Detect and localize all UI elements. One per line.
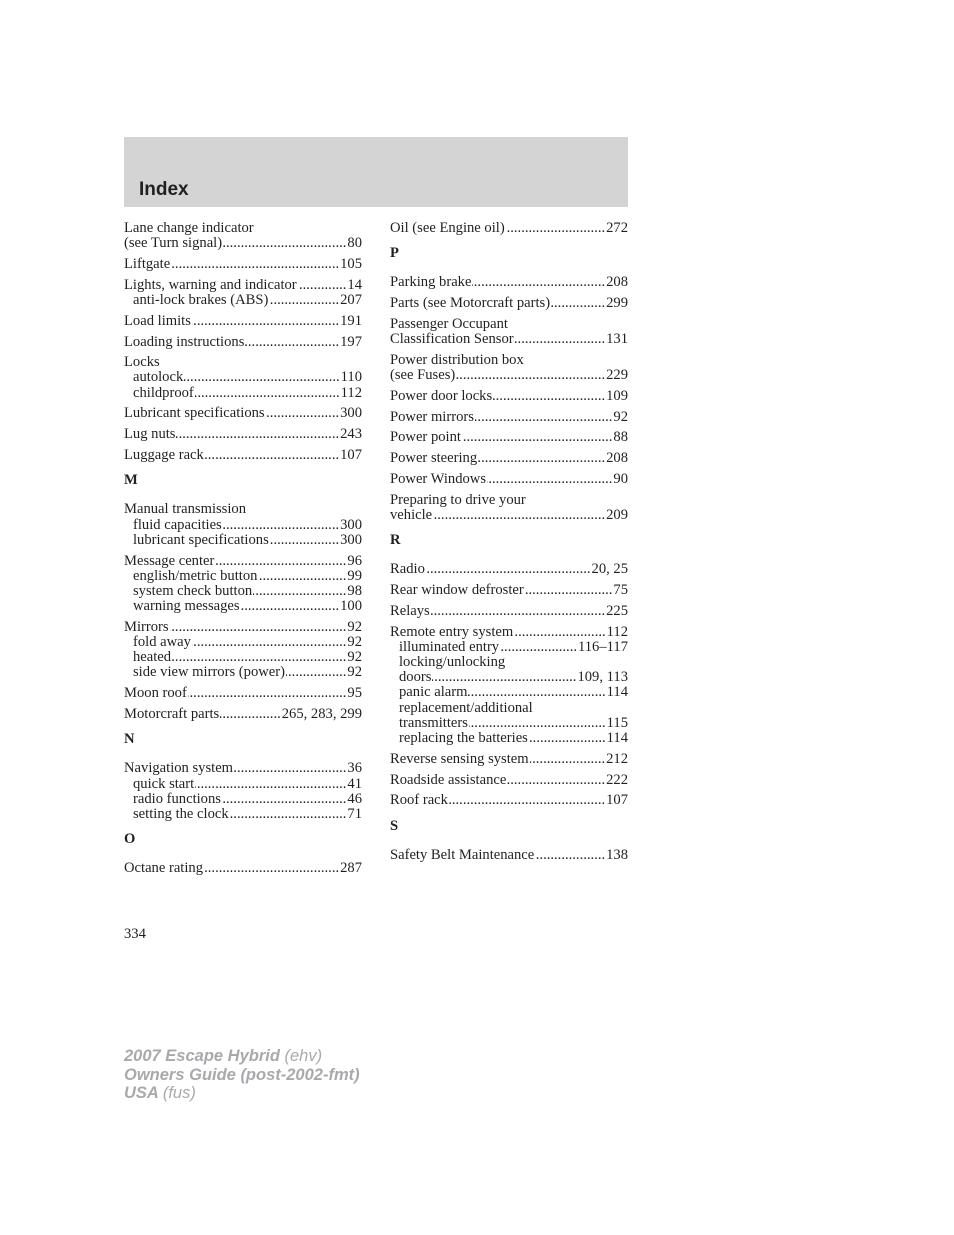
dot-leader <box>241 599 340 614</box>
entry-text: Classification Sensor <box>390 331 514 348</box>
dot-leader <box>192 635 346 650</box>
entry-page-ref[interactable]: 92 <box>347 664 362 681</box>
entry-page-ref[interactable]: 114 <box>606 730 628 747</box>
dot-leader <box>192 314 339 329</box>
index-heading-line <box>124 355 362 370</box>
entry-page-ref[interactable]: 300 <box>340 516 362 533</box>
dot-leader <box>462 430 612 445</box>
entry-text: quick start <box>133 775 195 792</box>
index-entry <box>390 410 628 425</box>
index-heading-line <box>124 335 362 350</box>
entry-page-ref[interactable]: 131 <box>606 331 628 348</box>
index-subentry <box>124 293 362 308</box>
index-heading-line <box>124 427 362 442</box>
entry-page-ref[interactable]: 92 <box>613 408 628 425</box>
entry-page-ref[interactable]: 229 <box>606 367 628 384</box>
index-entry <box>390 221 628 236</box>
dot-leader <box>298 278 347 293</box>
entry-text: panic alarm <box>399 684 468 701</box>
index-entry <box>124 554 362 615</box>
entry-page-ref[interactable]: 99 <box>347 567 362 584</box>
index-entry <box>390 583 628 598</box>
entry-text: Lights, warning and indicator <box>124 276 297 293</box>
entry-text: Remote entry system <box>390 623 514 640</box>
index-subentry <box>124 533 362 548</box>
entry-text: Passenger Occupant <box>390 315 508 332</box>
index-entry <box>390 793 628 808</box>
index-entry <box>124 221 362 251</box>
index-heading-line <box>390 625 628 640</box>
dot-leader <box>223 518 339 533</box>
index-entry <box>124 257 362 272</box>
entry-text: Safety Belt Maintenance <box>390 846 535 863</box>
entry-text: Mirrors <box>124 618 169 635</box>
dot-leader <box>493 389 605 404</box>
entry-text: system check button <box>133 582 253 599</box>
entry-page-ref[interactable]: 90 <box>613 471 628 488</box>
entry-text: (see Fuses) <box>390 367 456 384</box>
entry-text: Oil (see Engine oil) <box>390 220 505 236</box>
index-entry <box>124 314 362 329</box>
index-subentry <box>124 518 362 533</box>
footer-line-1 <box>124 1047 360 1066</box>
entry-page-ref[interactable]: 41 <box>347 775 362 792</box>
index-heading-line <box>390 410 628 425</box>
entry-text: Power distribution box <box>390 351 524 368</box>
dot-leader <box>472 275 605 290</box>
entry-page-ref[interactable]: 46 <box>347 790 362 807</box>
entry-page-ref[interactable]: 112 <box>606 623 628 640</box>
dot-leader <box>230 807 347 822</box>
entry-page-ref[interactable]: 191 <box>340 312 362 329</box>
entry-page-ref[interactable]: 92 <box>347 634 362 651</box>
entry-text: locking/unlocking <box>399 654 506 671</box>
entry-text: Octane rating <box>124 860 204 877</box>
entry-page-ref[interactable]: 14 <box>347 276 362 293</box>
index-subentry <box>124 599 362 614</box>
index-heading-line <box>124 278 362 293</box>
entry-text: Power steering <box>390 450 478 467</box>
entry-text: fold away <box>133 634 191 651</box>
index-entry <box>390 773 628 788</box>
entry-page-ref[interactable]: 225 <box>606 602 628 619</box>
entry-page-ref[interactable]: 197 <box>340 333 362 350</box>
entry-page-ref[interactable]: 300 <box>340 531 362 548</box>
index-heading-line <box>390 604 628 619</box>
entry-text: Luggage rack <box>124 447 204 463</box>
index-entry <box>390 625 628 747</box>
dot-leader <box>245 335 339 350</box>
index-entry <box>390 389 628 404</box>
entry-text: Message center <box>124 552 215 569</box>
index-heading-line <box>390 317 628 332</box>
index-heading-line <box>390 430 628 445</box>
dot-leader <box>551 296 605 311</box>
footer-model-code: (ehv) <box>284 1047 323 1065</box>
document-footer <box>124 1047 360 1103</box>
index-heading-line <box>124 314 362 329</box>
dot-leader <box>432 670 576 685</box>
dot-leader <box>449 793 605 808</box>
index-heading-line <box>124 861 362 876</box>
index-entry <box>390 430 628 445</box>
entry-page-ref[interactable]: 138 <box>606 846 628 863</box>
dot-leader <box>195 777 346 792</box>
dot-leader <box>535 848 605 863</box>
index-heading-line <box>124 761 362 776</box>
dot-leader <box>258 569 346 584</box>
index-heading-line <box>390 493 628 508</box>
footer-line-3 <box>124 1084 360 1103</box>
entry-page-ref[interactable]: 222 <box>606 771 628 788</box>
dot-leader <box>525 583 613 598</box>
dot-leader <box>223 236 346 251</box>
dot-leader <box>195 386 340 401</box>
index-subentry <box>390 716 628 731</box>
index-entry <box>390 317 628 347</box>
index-subentry <box>390 685 628 700</box>
section-letter: R <box>390 532 401 549</box>
index-column-left <box>124 221 362 882</box>
entry-text: transmitters <box>399 714 468 731</box>
entry-page-ref[interactable]: 115 <box>606 714 628 731</box>
index-entry <box>124 448 362 463</box>
entry-text: radio functions <box>133 790 221 807</box>
entry-text: Power door locks <box>390 387 493 404</box>
dot-leader <box>475 410 613 425</box>
index-entry <box>124 761 362 822</box>
footer-line-2 <box>124 1066 360 1085</box>
index-entry <box>124 686 362 701</box>
index-heading-line <box>124 221 362 236</box>
index-heading-line <box>390 583 628 598</box>
entry-page-ref[interactable]: 71 <box>347 805 362 822</box>
index-entry <box>390 493 628 523</box>
entry-page-ref[interactable]: 88 <box>613 429 628 446</box>
entry-page-ref[interactable]: 112 <box>340 384 362 401</box>
entry-text: Navigation system <box>124 760 234 777</box>
entry-text: Parking brake <box>390 274 472 291</box>
dot-leader <box>529 731 606 746</box>
footer-guide: Owners Guide (post-2002-fmt) <box>124 1065 360 1084</box>
dot-leader <box>222 792 346 807</box>
index-heading-line <box>390 562 628 577</box>
dot-leader <box>478 451 605 466</box>
entry-page-ref[interactable]: 208 <box>606 450 628 467</box>
dot-leader <box>170 620 347 635</box>
section-letter: M <box>124 472 138 489</box>
dot-leader <box>530 752 605 767</box>
entry-text: Lubricant specifications <box>124 405 265 422</box>
footer-market-code: (fus) <box>162 1084 196 1102</box>
entry-text: Roadside assistance <box>390 771 507 788</box>
dot-leader <box>184 370 339 385</box>
index-entry <box>124 427 362 442</box>
entry-text: (see Turn signal) <box>124 235 223 252</box>
index-entry <box>390 275 628 290</box>
index-entry <box>390 604 628 619</box>
entry-page-ref[interactable]: 209 <box>606 506 628 523</box>
index-heading-line <box>124 502 362 517</box>
index-entry <box>124 620 362 681</box>
index-heading-line <box>390 296 628 311</box>
index-subentry <box>390 655 628 670</box>
entry-text: anti-lock brakes (ABS) <box>133 291 269 308</box>
entry-text: Manual transmission <box>124 501 247 518</box>
entry-text: fluid capacities <box>133 516 222 533</box>
entry-page-ref[interactable]: 109, 113 <box>577 669 628 686</box>
dot-leader <box>253 584 346 599</box>
index-heading-line <box>124 686 362 701</box>
index-subentry <box>390 731 628 746</box>
entry-page-ref[interactable]: 98 <box>347 582 362 599</box>
index-heading-line <box>390 508 628 523</box>
entry-page-ref[interactable]: 114 <box>606 684 628 701</box>
entry-text: Loading instructions <box>124 333 245 350</box>
entry-page-ref[interactable]: 107 <box>340 447 362 463</box>
index-subentry <box>124 665 362 680</box>
index-subentry <box>124 807 362 822</box>
index-subentry <box>124 792 362 807</box>
header-band <box>124 137 628 207</box>
index-heading-line <box>124 620 362 635</box>
index-heading-line <box>390 368 628 383</box>
index-heading-line <box>124 448 362 463</box>
entry-text: Parts (see Motorcraft parts) <box>390 295 551 312</box>
dot-leader <box>205 448 339 463</box>
index-entry <box>390 472 628 487</box>
entry-text: side view mirrors (power) <box>133 664 285 681</box>
entry-page-ref[interactable]: 92 <box>347 649 362 666</box>
dot-leader <box>171 257 339 272</box>
entry-text: Radio <box>390 561 425 578</box>
index-heading-line <box>390 332 628 347</box>
dot-leader <box>514 625 605 640</box>
dot-leader <box>215 554 346 569</box>
index-entry <box>124 355 362 401</box>
section-letter: O <box>124 831 136 848</box>
index-heading-line <box>390 773 628 788</box>
index-entry <box>390 353 628 383</box>
entry-page-ref[interactable]: 272 <box>606 220 628 236</box>
entry-page-ref[interactable]: 100 <box>340 598 362 615</box>
entry-text: heated <box>133 649 172 666</box>
dot-leader <box>468 685 605 700</box>
index-subentry <box>124 635 362 650</box>
entry-text: lubricant specifications <box>133 531 269 548</box>
entry-page-ref[interactable]: 208 <box>606 274 628 291</box>
entry-text: Relays <box>390 602 430 619</box>
index-entry <box>124 278 362 308</box>
entry-text: english/metric button <box>133 567 258 584</box>
entry-text: warning messages <box>133 598 240 615</box>
entry-text: replacing the batteries <box>399 730 528 747</box>
index-heading-line <box>390 275 628 290</box>
entry-text: Power Windows <box>390 471 487 488</box>
entry-text: Lug nuts <box>124 426 176 443</box>
index-entry <box>390 451 628 466</box>
index-subentry <box>124 386 362 401</box>
entry-page-ref[interactable]: 92 <box>347 618 362 635</box>
dot-leader <box>515 332 605 347</box>
dot-leader <box>204 861 339 876</box>
dot-leader <box>234 761 346 776</box>
index-subentry <box>124 584 362 599</box>
entry-page-ref[interactable]: 109 <box>606 387 628 404</box>
entry-text: Preparing to drive your <box>390 491 526 508</box>
dot-leader <box>270 533 339 548</box>
section-letter: S <box>390 817 399 834</box>
entry-page-ref[interactable]: 110 <box>340 369 362 386</box>
entry-text: Reverse sensing system <box>390 750 529 767</box>
entry-page-ref[interactable]: 287 <box>340 860 362 877</box>
index-heading-line <box>390 221 628 236</box>
index-entry <box>390 848 628 863</box>
entry-text: replacement/additional <box>399 699 533 716</box>
dot-leader <box>500 640 577 655</box>
entry-page-ref[interactable]: 243 <box>340 426 362 443</box>
dot-leader <box>469 716 606 731</box>
index-entry <box>390 752 628 767</box>
index-heading-line <box>124 257 362 272</box>
index-heading-line <box>390 793 628 808</box>
section-letter: P <box>390 245 399 262</box>
entry-page-ref[interactable]: 80 <box>347 235 362 252</box>
entry-page-ref[interactable]: 36 <box>347 760 362 777</box>
entry-text: Load limits <box>124 312 191 329</box>
index-entry <box>124 861 362 876</box>
index-heading-line <box>124 236 362 251</box>
dot-leader <box>188 686 347 701</box>
entry-page-ref[interactable]: 20, 25 <box>591 561 628 578</box>
index-subentry <box>390 640 628 655</box>
dot-leader <box>433 508 605 523</box>
dot-leader <box>431 604 605 619</box>
entry-page-ref[interactable]: 212 <box>606 750 628 767</box>
index-subentry <box>124 370 362 385</box>
index-heading-line <box>390 848 628 863</box>
dot-leader <box>172 650 346 665</box>
footer-model: 2007 Escape Hybrid <box>124 1047 280 1065</box>
dot-leader <box>506 221 605 236</box>
dot-leader <box>266 406 339 421</box>
entry-text: Lane change indicator <box>124 220 254 236</box>
entry-text: illuminated entry <box>399 638 500 655</box>
dot-leader <box>269 293 339 308</box>
entry-text: autolock <box>133 369 184 386</box>
entry-text: Locks <box>124 354 160 371</box>
entry-text: doors <box>399 669 432 686</box>
index-heading-line <box>124 406 362 421</box>
index-heading-line <box>124 554 362 569</box>
index-subentry <box>390 701 628 716</box>
index-entry <box>390 562 628 577</box>
entry-text: Liftgate <box>124 255 171 272</box>
index-heading-line <box>390 389 628 404</box>
entry-page-ref[interactable]: 105 <box>340 255 362 272</box>
entry-page-ref[interactable]: 75 <box>613 582 628 599</box>
entry-page-ref[interactable]: 207 <box>340 291 362 308</box>
index-entry <box>124 502 362 548</box>
entry-page-ref[interactable]: 107 <box>606 792 628 809</box>
entry-text: Moon roof <box>124 685 187 702</box>
dot-leader <box>507 773 605 788</box>
entry-text: Power point <box>390 429 461 446</box>
index-heading-line <box>390 752 628 767</box>
index-subentry <box>124 777 362 792</box>
dot-leader <box>286 665 346 680</box>
index-entry <box>124 707 362 722</box>
index-heading-line <box>390 472 628 487</box>
dot-leader <box>220 707 281 722</box>
entry-text: Power mirrors <box>390 408 474 425</box>
section-letter: N <box>124 731 135 748</box>
entry-page-ref[interactable]: 299 <box>606 295 628 312</box>
index-heading-line <box>124 707 362 722</box>
entry-page-ref[interactable]: 95 <box>347 685 362 702</box>
entry-page-ref[interactable]: 300 <box>340 405 362 422</box>
index-entry <box>390 296 628 311</box>
dot-leader <box>487 472 612 487</box>
entry-text: Motorcraft parts <box>124 706 220 723</box>
index-entry <box>124 406 362 421</box>
entry-text: Roof rack <box>390 792 448 809</box>
index-heading-line <box>390 353 628 368</box>
dot-leader <box>426 562 591 577</box>
entry-text: vehicle <box>390 506 433 523</box>
entry-page-ref[interactable]: 265, 283, 299 <box>281 706 362 723</box>
page-number: 334 <box>124 926 146 942</box>
footer-market: USA <box>124 1084 159 1102</box>
entry-page-ref[interactable]: 116–117 <box>578 638 628 655</box>
dot-leader <box>456 368 605 383</box>
entry-text: childproof <box>133 384 194 401</box>
entry-text: setting the clock <box>133 805 229 822</box>
page-title: Index <box>139 179 189 200</box>
index-entry <box>124 335 362 350</box>
entry-text: Rear window defroster <box>390 582 524 599</box>
index-column-right <box>390 221 628 869</box>
entry-page-ref[interactable]: 96 <box>347 552 362 569</box>
index-heading-line <box>390 451 628 466</box>
index-subentry <box>124 650 362 665</box>
dot-leader <box>176 427 339 442</box>
index-subentry <box>390 670 628 685</box>
index-subentry <box>124 569 362 584</box>
